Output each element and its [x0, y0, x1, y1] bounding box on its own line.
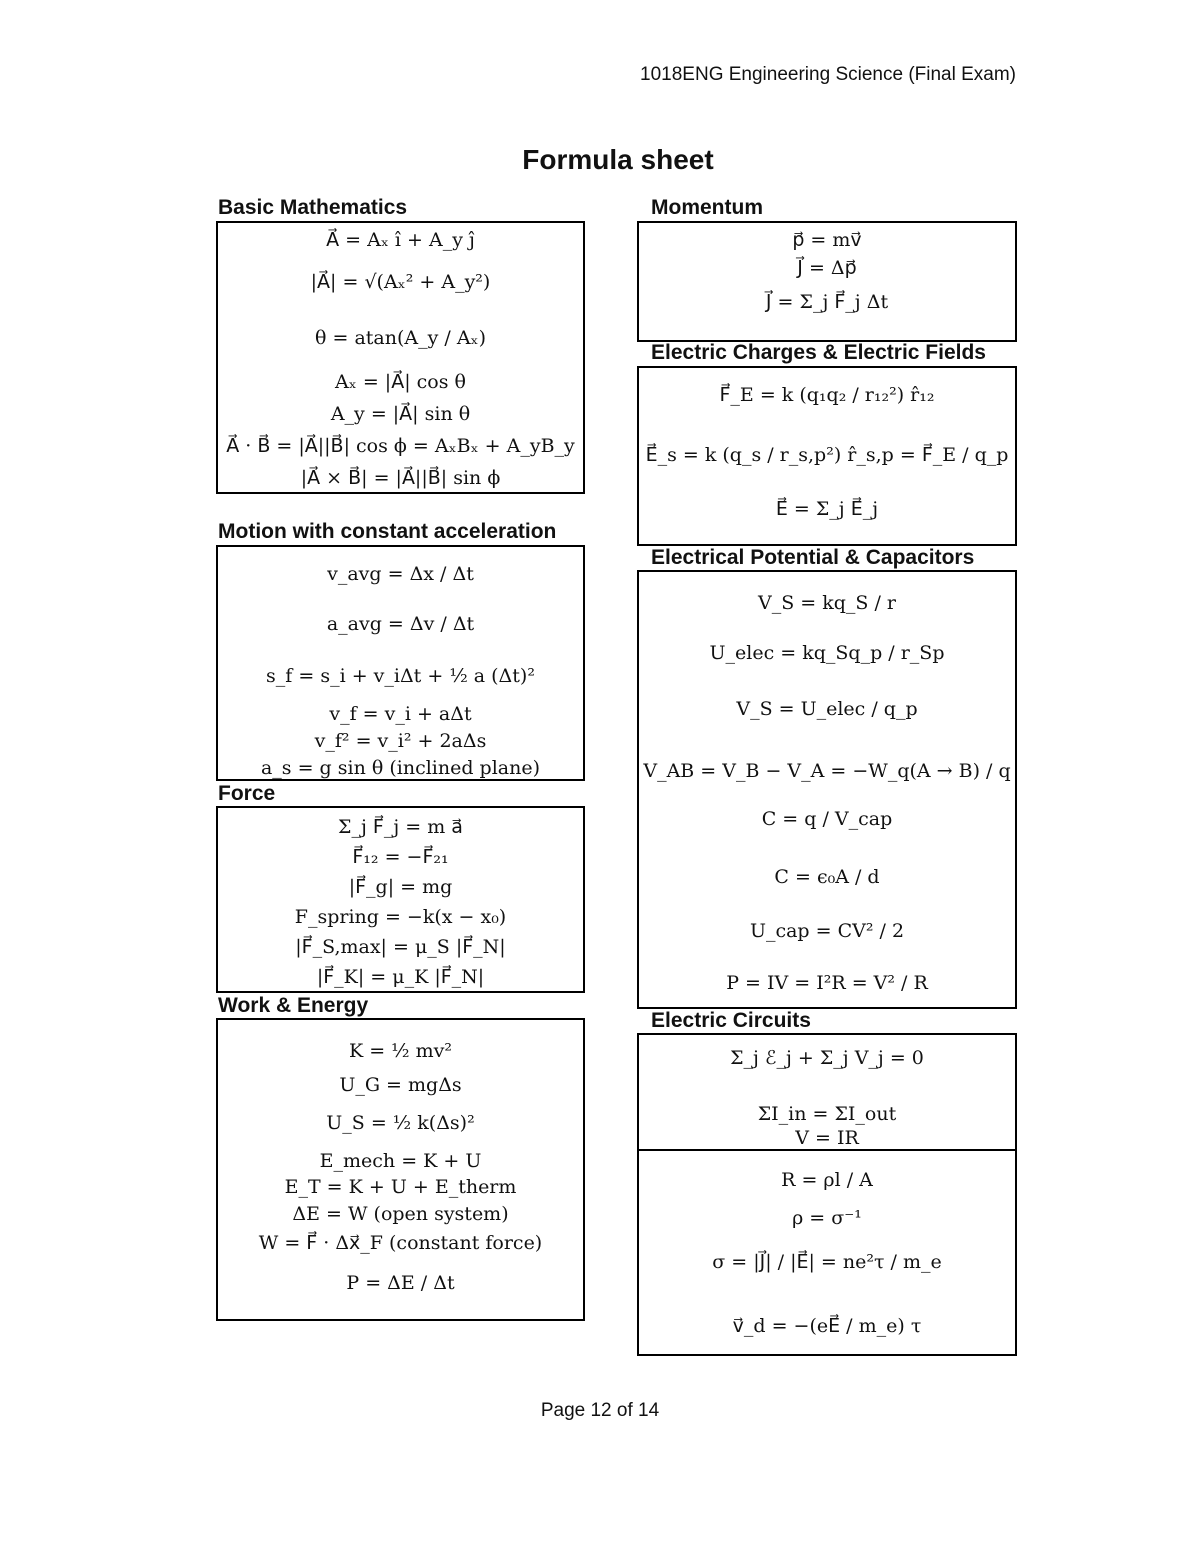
formula: F⃗_E = k (q₁q₂ / r₁₂²) r̂₁₂ — [719, 384, 935, 406]
formula: F_spring = −k(x − x₀) — [294, 906, 507, 928]
heading-motion: Motion with constant acceleration — [218, 520, 557, 543]
box-momentum — [637, 221, 1017, 342]
formula: C = q / V_cap — [761, 808, 893, 830]
formula: ΔE = W (open system) — [292, 1203, 509, 1225]
formula: K = ½ mv² — [348, 1040, 452, 1062]
formula: V_S = kq_S / r — [758, 592, 896, 614]
box-force — [216, 806, 585, 993]
formula: P = IV = I²R = V² / R — [726, 972, 928, 994]
formula: σ = |J⃗| / |E⃗| = ne²τ / m_e — [712, 1251, 942, 1273]
formula: A⃗ = Aₓ î + A_y ĵ — [326, 229, 475, 251]
box-circuits-a — [637, 1033, 1017, 1151]
formula: Σ_j ℰ_j + Σ_j V_j = 0 — [730, 1047, 924, 1069]
formula: J⃗ = Σ_j F⃗_j Δt — [765, 291, 889, 313]
formula: U_G = mgΔs — [339, 1074, 462, 1096]
page-title: Formula sheet — [522, 144, 714, 175]
formula: p⃗ = mv⃗ — [792, 229, 862, 251]
heading-work-energy: Work & Energy — [218, 994, 369, 1017]
box-work-energy — [216, 1018, 585, 1321]
formula: v_f² = v_i² + 2aΔs — [314, 730, 487, 752]
formula: |A⃗ × B⃗| = |A⃗||B⃗| sin ϕ — [300, 467, 501, 489]
box-electric-fields — [637, 366, 1017, 546]
formula: U_cap = CV² / 2 — [749, 920, 905, 942]
formula: E⃗_s = k (q_s / r_s,p²) r̂_s,p = F⃗_E / q_p — [645, 444, 1009, 466]
formula: v⃗_d = −(eE⃗ / m_e) τ — [732, 1315, 922, 1337]
formula: U_elec = kq_Sq_p / r_Sp — [709, 642, 945, 664]
formula: J⃗ = Δp⃗ — [797, 257, 857, 279]
formula: a_s = g sin θ (inclined plane) — [260, 757, 541, 779]
formula: Σ_j F⃗_j = m a⃗ — [338, 816, 463, 838]
formula: |A⃗| = √(Aₓ² + A_y²) — [310, 271, 491, 293]
formula: V_S = U_elec / q_p — [736, 698, 918, 720]
formula: V_AB = V_B − V_A = −W_q(A → B) / q — [643, 760, 1011, 782]
formula: W = F⃗ · Δx⃗_F (constant force) — [258, 1232, 543, 1254]
formula: ΣI_in = ΣI_out — [757, 1103, 897, 1125]
formula: R = ρl / A — [781, 1169, 873, 1191]
formula: U_S = ½ k(Δs)² — [326, 1112, 475, 1134]
formula: v_f = v_i + aΔt — [329, 703, 472, 725]
box-basic-math — [216, 221, 585, 494]
heading-circuits: Electric Circuits — [651, 1009, 811, 1032]
formula: A⃗ · B⃗ = |A⃗||B⃗| cos ϕ = AₓBₓ + A_yB_y — [226, 435, 575, 457]
formula: P = ΔE / Δt — [346, 1272, 455, 1294]
box-circuits-b — [637, 1149, 1017, 1356]
formula: E⃗ = Σ_j E⃗_j — [775, 498, 879, 520]
box-motion — [216, 545, 585, 781]
page-number: Page 12 of 14 — [540, 1400, 660, 1421]
formula: C = ϵ₀A / d — [774, 866, 880, 888]
formula: Aₓ = |A⃗| cos θ — [335, 371, 466, 393]
heading-basic-math: Basic Mathematics — [218, 196, 408, 219]
heading-force: Force — [218, 782, 276, 805]
heading-potential: Electrical Potential & Capacitors — [651, 546, 975, 569]
formula: |F⃗_g| = mg — [348, 876, 453, 898]
page-header: 1018ENG Engineering Science (Final Exam) — [640, 64, 1016, 85]
heading-electric-fields: Electric Charges & Electric Fields — [651, 341, 986, 364]
formula: |F⃗_S,max| = μ_S |F⃗_N| — [295, 936, 506, 958]
box-potential — [637, 570, 1017, 1009]
formula: E_mech = K + U — [319, 1150, 482, 1172]
formula: A_y = |A⃗| sin θ — [330, 403, 471, 425]
heading-momentum: Momentum — [651, 196, 763, 219]
formula: |F⃗_K| = μ_K |F⃗_N| — [316, 966, 485, 988]
formula: E_T = K + U + E_therm — [284, 1176, 517, 1198]
formula: θ = atan(A_y / Aₓ) — [315, 327, 486, 349]
formula: ρ = σ⁻¹ — [792, 1207, 862, 1229]
formula: F⃗₁₂ = −F⃗₂₁ — [352, 846, 449, 868]
formula: s_f = s_i + v_iΔt + ½ a (Δt)² — [266, 665, 535, 687]
formula: a_avg = Δv / Δt — [326, 613, 475, 635]
formula: v_avg = Δx / Δt — [327, 563, 474, 585]
formula: V = IR — [795, 1127, 859, 1149]
